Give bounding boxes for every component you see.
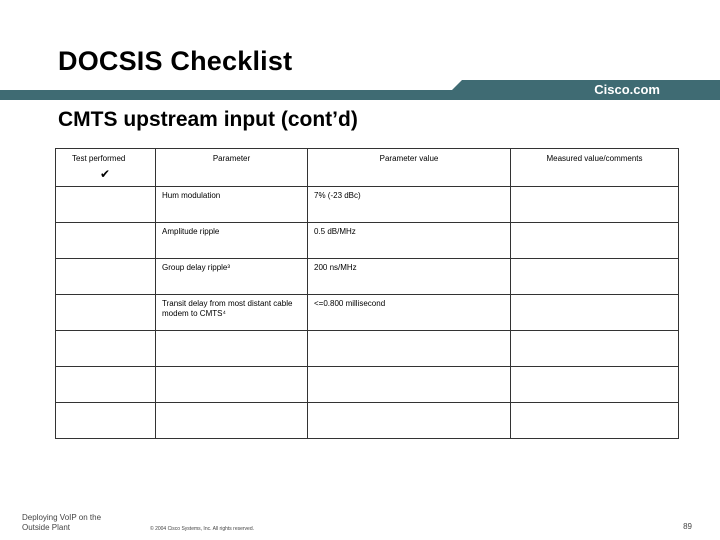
parameter-value-cell bbox=[308, 331, 511, 367]
test-performed-cell[interactable] bbox=[56, 223, 156, 259]
measured-value-cell[interactable] bbox=[511, 331, 679, 367]
header-test-performed bbox=[56, 149, 156, 187]
test-performed-cell[interactable] bbox=[56, 403, 156, 439]
table-row bbox=[56, 187, 679, 223]
test-performed-cell[interactable] bbox=[56, 367, 156, 403]
measured-value-cell[interactable] bbox=[511, 187, 679, 223]
header-measured-value: Measured value/comments bbox=[511, 149, 679, 187]
checklist-table bbox=[55, 148, 679, 439]
test-performed-cell[interactable] bbox=[56, 259, 156, 295]
measured-value-cell[interactable] bbox=[511, 223, 679, 259]
header-test-performed-label: Test performed bbox=[72, 154, 126, 163]
parameter-cell bbox=[156, 403, 308, 439]
table-row bbox=[56, 331, 679, 367]
header-parameter: Parameter bbox=[156, 149, 308, 187]
parameter-cell: Group delay ripple³ bbox=[156, 259, 308, 295]
table-header-row bbox=[56, 149, 679, 187]
page-number: 89 bbox=[683, 522, 692, 531]
measured-value-cell[interactable] bbox=[511, 367, 679, 403]
parameter-value-cell: 0.5 dB/MHz bbox=[308, 223, 511, 259]
checkmark-icon: ✔ bbox=[100, 167, 111, 181]
table-row bbox=[56, 367, 679, 403]
footer-course-title bbox=[22, 513, 101, 533]
brand-link[interactable]: Cisco.com bbox=[594, 82, 660, 97]
parameter-cell: Amplitude ripple bbox=[156, 223, 308, 259]
parameter-cell: Transit delay from most distant cable modem to CMTS⁴ bbox=[156, 295, 308, 331]
footer-line-2: Outside Plant bbox=[22, 523, 71, 532]
parameter-cell bbox=[156, 367, 308, 403]
table-row bbox=[56, 403, 679, 439]
test-performed-cell[interactable] bbox=[56, 331, 156, 367]
slide-title: DOCSIS Checklist bbox=[58, 46, 293, 76]
parameter-cell bbox=[156, 331, 308, 367]
parameter-value-cell: 7% (-23 dBc) bbox=[308, 187, 511, 223]
table-row bbox=[56, 259, 679, 295]
measured-value-cell[interactable] bbox=[511, 403, 679, 439]
measured-value-cell[interactable] bbox=[511, 295, 679, 331]
footer-line-1: Deploying VoIP on the bbox=[22, 513, 102, 522]
header-band-tab bbox=[462, 80, 720, 100]
parameter-value-cell: <=0.800 millisecond bbox=[308, 295, 511, 331]
measured-value-cell[interactable] bbox=[511, 259, 679, 295]
table-row bbox=[56, 223, 679, 259]
parameter-value-cell: 200 ns/MHz bbox=[308, 259, 511, 295]
header-band bbox=[0, 90, 462, 100]
test-performed-cell[interactable] bbox=[56, 187, 156, 223]
header-band-notch bbox=[452, 80, 462, 90]
parameter-cell: Hum modulation bbox=[156, 187, 308, 223]
parameter-value-cell bbox=[308, 403, 511, 439]
test-performed-cell[interactable] bbox=[56, 295, 156, 331]
footer-copyright: © 2004 Cisco Systems, Inc. All rights reserved. bbox=[150, 526, 255, 532]
table-row bbox=[56, 295, 679, 331]
slide-subtitle: CMTS upstream input (cont’d) bbox=[58, 108, 358, 131]
header-parameter-value: Parameter value bbox=[308, 149, 511, 187]
parameter-value-cell bbox=[308, 367, 511, 403]
